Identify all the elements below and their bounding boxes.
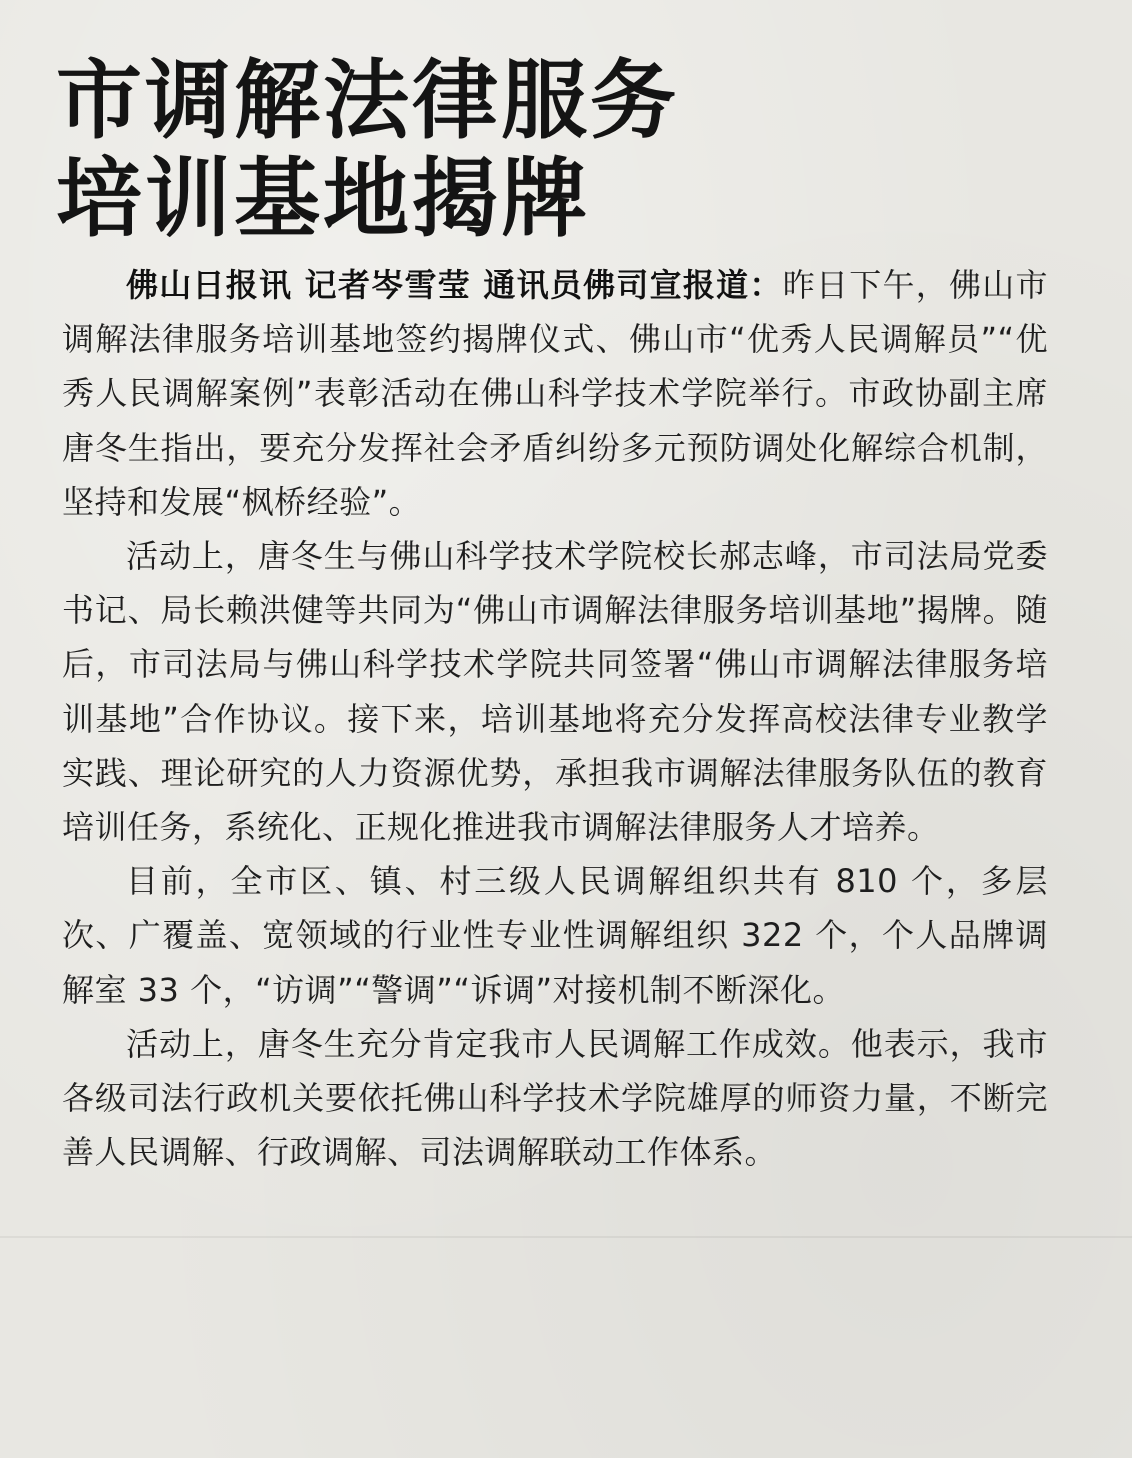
paragraph-1-text: 昨日下午，佛山市调解法律服务培训基地签约揭牌仪式、佛山市“优秀人民调解员”“优秀人民调解案例”表彰活动在佛山科学技术学院举行。市政协副主席唐冬生指出，要充分发挥社会矛盾纠纷多元预防调处化解综合机制，坚持和发展“枫桥经验”。 (62, 266, 1048, 521)
article-body (62, 258, 1048, 1179)
paragraph-3: 目前，全市区、镇、村三级人民调解组织共有 810 个，多层次、广覆盖、宽领域的行业性专业性调解组织 322 个，个人品牌调解室 33 个，“访调”“警调”“诉调”对接机制不断深化。 (62, 862, 1048, 1009)
paragraph-1 (62, 258, 1048, 529)
headline (56, 52, 956, 248)
paragraph-4: 活动上，唐冬生充分肯定我市人民调解工作成效。他表示，我市各级司法行政机关要依托佛山科学技术学院雄厚的师资力量，不断完善人民调解、行政调解、司法调解联动工作体系。 (62, 1024, 1048, 1172)
dateline: 佛山日报讯 记者岑雪莹 通讯员佛司宣报道： (126, 266, 783, 304)
paper-crease (0, 1236, 1132, 1238)
headline-line-1: 市调解法律服务 (56, 50, 679, 151)
headline-line-2: 培训基地揭牌 (56, 148, 590, 249)
paragraph-2: 活动上，唐冬生与佛山科学技术学院校长郝志峰，市司法局党委书记、局长赖洪健等共同为“佛山市调解法律服务培训基地”揭牌。随后，市司法局与佛山科学技术学院共同签署“佛山市调解法律服务培训基地”合作协议。接下来，培训基地将充分发挥高校法律专业教学实践、理论研究的人力资源优势，承担我市调解法律服务队伍的教育培训任务，系统化、正规化推进我市调解法律服务人才培养。 (62, 537, 1048, 847)
